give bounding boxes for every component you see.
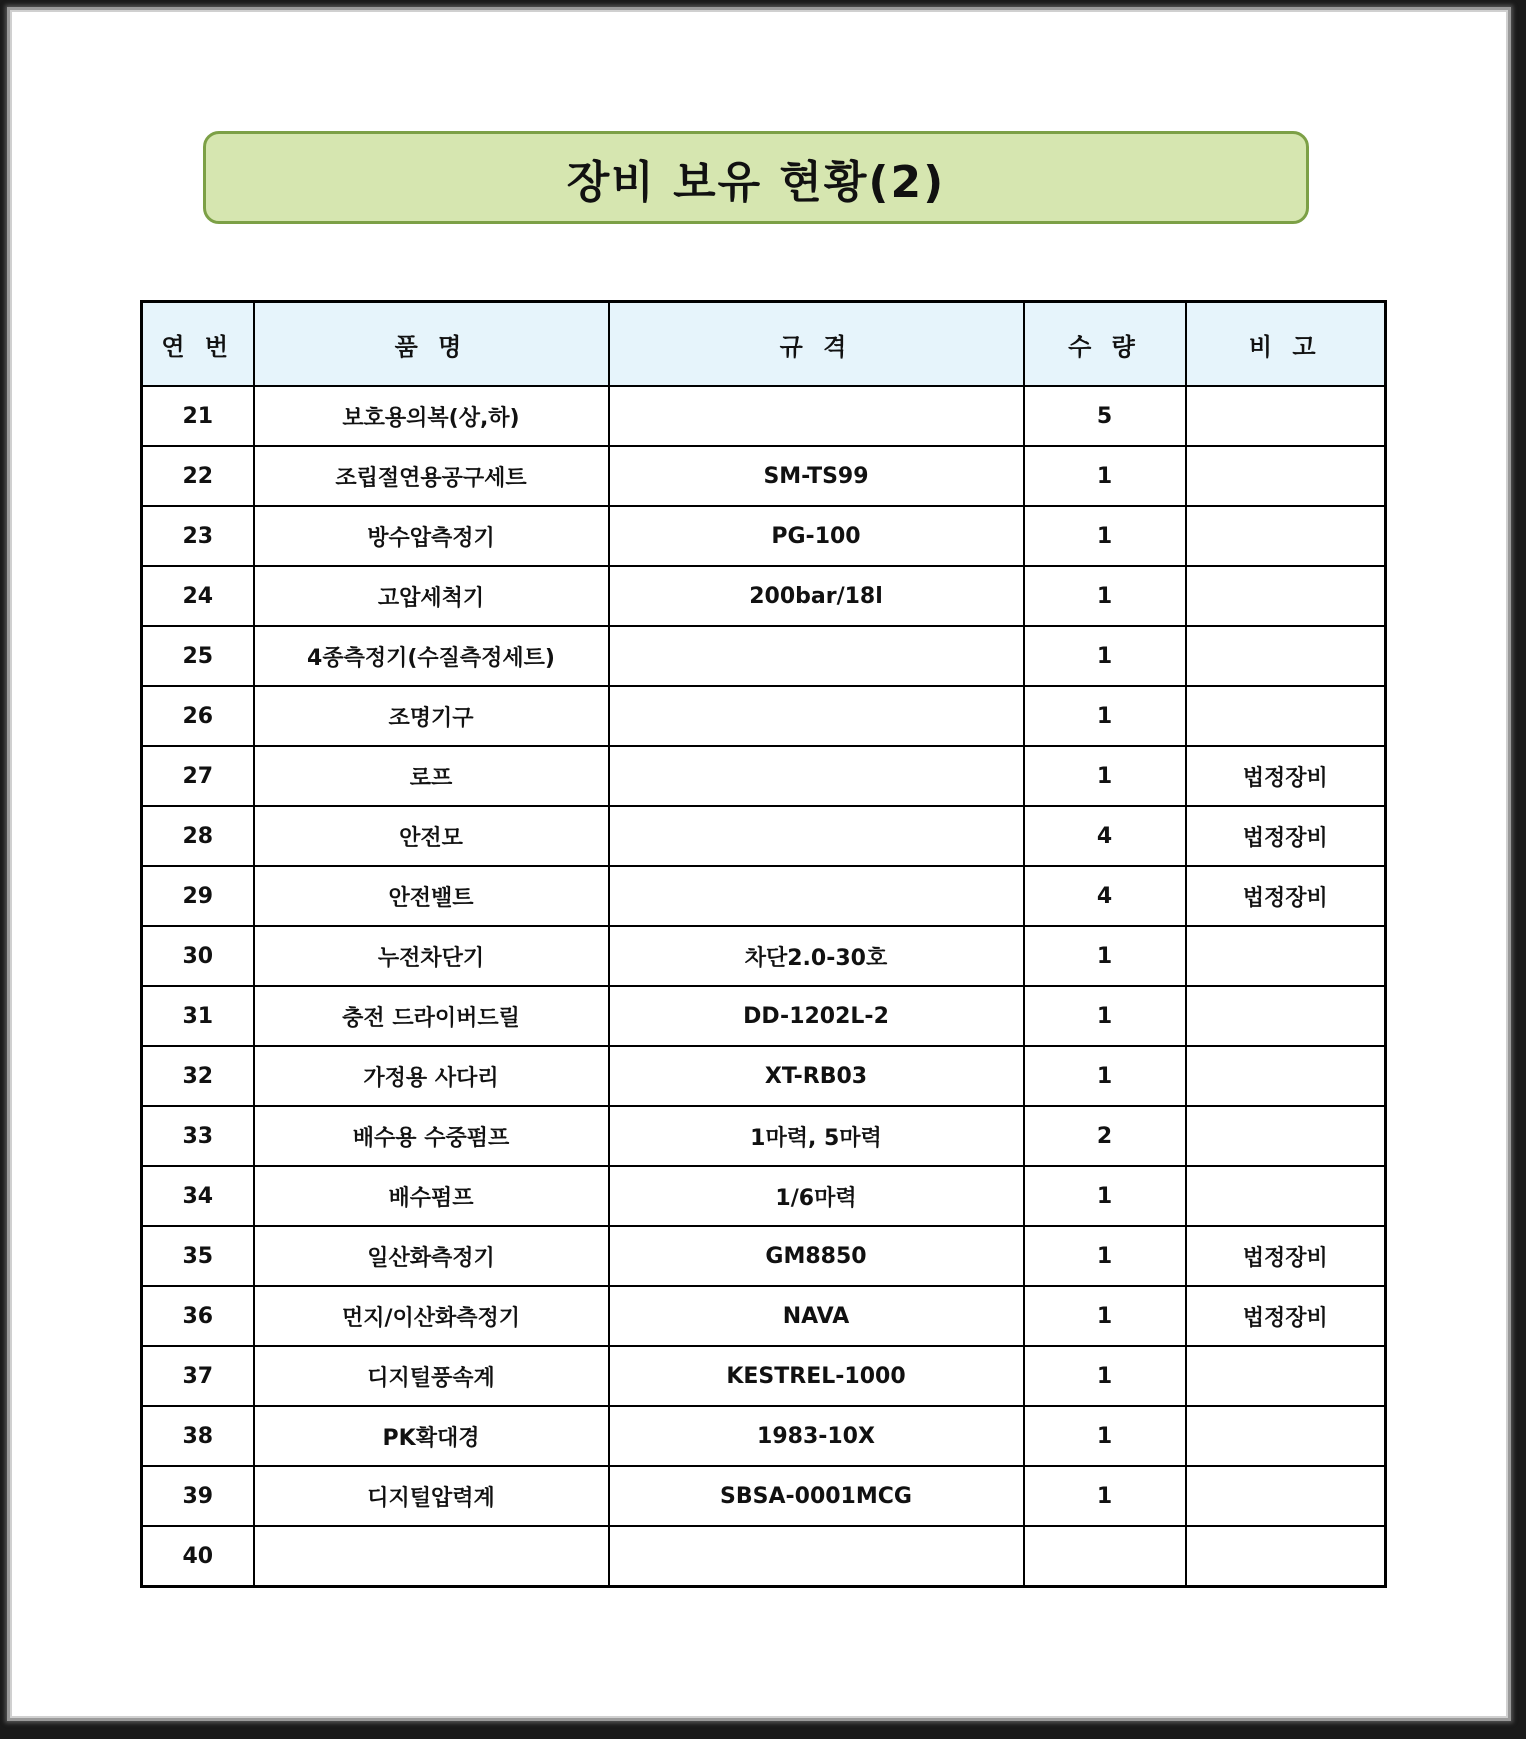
cell-no: 34 <box>142 1166 254 1226</box>
cell-spec: KESTREL-1000 <box>609 1346 1024 1406</box>
table-row <box>142 1406 1386 1466</box>
cell-no: 31 <box>142 986 254 1046</box>
table-row <box>142 1106 1386 1166</box>
cell-spec <box>609 386 1024 446</box>
cell-qty: 5 <box>1024 386 1186 446</box>
cell-spec: PG-100 <box>609 506 1024 566</box>
cell-spec: DD-1202L-2 <box>609 986 1024 1046</box>
cell-name: 안전밸트 <box>254 866 609 926</box>
cell-qty: 1 <box>1024 1166 1186 1226</box>
cell-name: 보호용의복(상,하) <box>254 386 609 446</box>
cell-name: 일산화측정기 <box>254 1226 609 1286</box>
cell-no: 24 <box>142 566 254 626</box>
header-no: 연 번 <box>142 302 254 387</box>
table-row <box>142 386 1386 446</box>
table-row <box>142 1166 1386 1226</box>
cell-qty: 1 <box>1024 1226 1186 1286</box>
cell-note <box>1186 506 1386 566</box>
cell-name: PK확대경 <box>254 1406 609 1466</box>
cell-name: 디지털압력계 <box>254 1466 609 1526</box>
cell-note <box>1186 1166 1386 1226</box>
cell-no: 38 <box>142 1406 254 1466</box>
header-spec: 규 격 <box>609 302 1024 387</box>
cell-qty: 2 <box>1024 1106 1186 1166</box>
cell-no: 29 <box>142 866 254 926</box>
table-row <box>142 626 1386 686</box>
cell-name: 배수펌프 <box>254 1166 609 1226</box>
table-row <box>142 446 1386 506</box>
cell-spec <box>609 626 1024 686</box>
cell-name: 방수압측정기 <box>254 506 609 566</box>
table-row <box>142 506 1386 566</box>
cell-no: 39 <box>142 1466 254 1526</box>
cell-no: 37 <box>142 1346 254 1406</box>
cell-spec: 200bar/18l <box>609 566 1024 626</box>
cell-spec <box>609 1526 1024 1587</box>
cell-note: 법정장비 <box>1186 746 1386 806</box>
table-row <box>142 1046 1386 1106</box>
cell-spec: SBSA-0001MCG <box>609 1466 1024 1526</box>
cell-qty: 4 <box>1024 806 1186 866</box>
cell-note <box>1186 386 1386 446</box>
cell-note: 법정장비 <box>1186 806 1386 866</box>
table-row <box>142 866 1386 926</box>
cell-qty: 1 <box>1024 1346 1186 1406</box>
table-row <box>142 806 1386 866</box>
title-banner <box>203 131 1309 224</box>
cell-spec: XT-RB03 <box>609 1046 1024 1106</box>
cell-spec: 1/6마력 <box>609 1166 1024 1226</box>
cell-note <box>1186 986 1386 1046</box>
cell-note: 법정장비 <box>1186 1286 1386 1346</box>
equipment-table <box>140 300 1387 1588</box>
cell-note <box>1186 1046 1386 1106</box>
cell-no: 26 <box>142 686 254 746</box>
cell-no: 28 <box>142 806 254 866</box>
cell-no: 35 <box>142 1226 254 1286</box>
cell-no: 23 <box>142 506 254 566</box>
cell-name: 안전모 <box>254 806 609 866</box>
cell-note: 법정장비 <box>1186 866 1386 926</box>
cell-name: 조립절연용공구세트 <box>254 446 609 506</box>
table-row <box>142 1286 1386 1346</box>
cell-note <box>1186 686 1386 746</box>
cell-qty: 1 <box>1024 1406 1186 1466</box>
cell-note <box>1186 926 1386 986</box>
cell-no: 30 <box>142 926 254 986</box>
cell-qty: 4 <box>1024 866 1186 926</box>
cell-no: 27 <box>142 746 254 806</box>
cell-note <box>1186 1466 1386 1526</box>
cell-name: 충전 드라이버드릴 <box>254 986 609 1046</box>
cell-spec: 1983-10X <box>609 1406 1024 1466</box>
table-row <box>142 566 1386 626</box>
cell-no: 40 <box>142 1526 254 1587</box>
cell-note <box>1186 446 1386 506</box>
cell-qty: 1 <box>1024 566 1186 626</box>
cell-name: 고압세척기 <box>254 566 609 626</box>
cell-spec: SM-TS99 <box>609 446 1024 506</box>
cell-name: 먼지/이산화측정기 <box>254 1286 609 1346</box>
cell-note <box>1186 566 1386 626</box>
table-row <box>142 1226 1386 1286</box>
table-row <box>142 1466 1386 1526</box>
cell-note <box>1186 1106 1386 1166</box>
cell-note: 법정장비 <box>1186 1226 1386 1286</box>
cell-qty: 1 <box>1024 1466 1186 1526</box>
cell-qty: 1 <box>1024 506 1186 566</box>
cell-qty: 1 <box>1024 1046 1186 1106</box>
cell-qty: 1 <box>1024 686 1186 746</box>
table-row <box>142 746 1386 806</box>
cell-qty: 1 <box>1024 626 1186 686</box>
cell-note <box>1186 1526 1386 1587</box>
cell-spec: NAVA <box>609 1286 1024 1346</box>
cell-spec <box>609 866 1024 926</box>
table-row <box>142 686 1386 746</box>
cell-spec <box>609 686 1024 746</box>
cell-spec: 1마력, 5마력 <box>609 1106 1024 1166</box>
cell-qty: 1 <box>1024 926 1186 986</box>
cell-qty: 1 <box>1024 446 1186 506</box>
table-body <box>142 386 1386 1587</box>
table-row <box>142 926 1386 986</box>
cell-name: 배수용 수중펌프 <box>254 1106 609 1166</box>
page-title: 장비 보유 현황(2) <box>566 156 946 208</box>
cell-spec: 차단2.0-30호 <box>609 926 1024 986</box>
cell-note <box>1186 1406 1386 1466</box>
cell-spec: GM8850 <box>609 1226 1024 1286</box>
cell-qty: 1 <box>1024 986 1186 1046</box>
cell-name: 조명기구 <box>254 686 609 746</box>
header-note: 비 고 <box>1186 302 1386 387</box>
cell-name: 4종측정기(수질측정세트) <box>254 626 609 686</box>
cell-note <box>1186 626 1386 686</box>
table-row <box>142 1526 1386 1587</box>
header-row <box>142 302 1386 387</box>
cell-name <box>254 1526 609 1587</box>
cell-qty: 1 <box>1024 746 1186 806</box>
cell-no: 25 <box>142 626 254 686</box>
cell-name: 가정용 사다리 <box>254 1046 609 1106</box>
table-row <box>142 986 1386 1046</box>
cell-spec <box>609 746 1024 806</box>
cell-no: 22 <box>142 446 254 506</box>
cell-no: 32 <box>142 1046 254 1106</box>
cell-no: 21 <box>142 386 254 446</box>
cell-spec <box>609 806 1024 866</box>
cell-no: 33 <box>142 1106 254 1166</box>
cell-qty <box>1024 1526 1186 1587</box>
cell-qty: 1 <box>1024 1286 1186 1346</box>
cell-name: 디지털풍속계 <box>254 1346 609 1406</box>
cell-name: 로프 <box>254 746 609 806</box>
cell-no: 36 <box>142 1286 254 1346</box>
cell-name: 누전차단기 <box>254 926 609 986</box>
header-name: 품 명 <box>254 302 609 387</box>
cell-note <box>1186 1346 1386 1406</box>
header-qty: 수 량 <box>1024 302 1186 387</box>
table-row <box>142 1346 1386 1406</box>
